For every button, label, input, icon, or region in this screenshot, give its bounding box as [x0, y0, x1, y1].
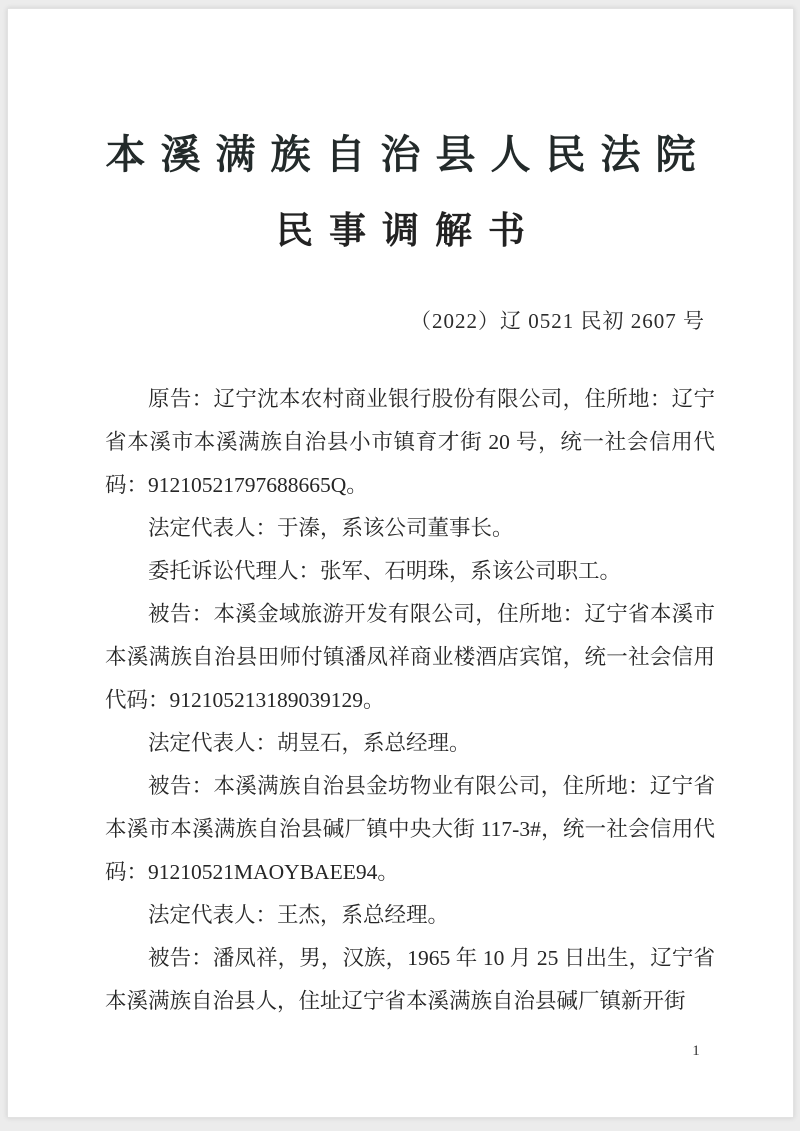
document-paragraph: 委托诉讼代理人：张军、石明珠，系该公司职工。 — [148, 559, 622, 583]
court-name-heading: 本溪满族自治县人民法院 — [105, 132, 711, 177]
page-number: 1 — [692, 1043, 700, 1059]
document-paragraph: 法定代表人：王杰，系总经理。 — [148, 903, 450, 927]
document-paragraph: 原告：辽宁沈本农村商业银行股份有限公司，住所地：辽宁省本溪市本溪满族自治县小市镇育才街 20 号，统一社会信用代码：91210521797688665Q。 — [105, 387, 715, 497]
document-paragraph: 被告：本溪满族自治县金坊物业有限公司，住所地：辽宁省本溪市本溪满族自治县碱厂镇中央大街 117-3#，统一社会信用代码：91210521MAOYBAEE94。 — [105, 774, 715, 884]
document-title: 民事调解书 — [276, 211, 541, 252]
document-paragraph: 被告：本溪金域旅游开发有限公司，住所地：辽宁省本溪市本溪满族自治县田师付镇潘凤祥商业楼酒店宾馆，统一社会信用代码：912105213189039129。 — [105, 602, 715, 712]
document-paragraph: 被告：潘凤祥，男，汉族，1965 年 10 月 25 日出生，辽宁省本溪满族自治县人，住址辽宁省本溪满族自治县碱厂镇新开街 — [105, 946, 715, 1013]
document-paragraph: 法定代表人：胡昱石，系总经理。 — [148, 731, 471, 755]
document-body — [105, 378, 715, 1023]
case-number: （2022）辽 0521 民初 2607 号 — [410, 309, 705, 333]
document-page — [7, 8, 794, 1118]
document-paragraph: 法定代表人：于溱，系该公司董事长。 — [148, 516, 514, 540]
